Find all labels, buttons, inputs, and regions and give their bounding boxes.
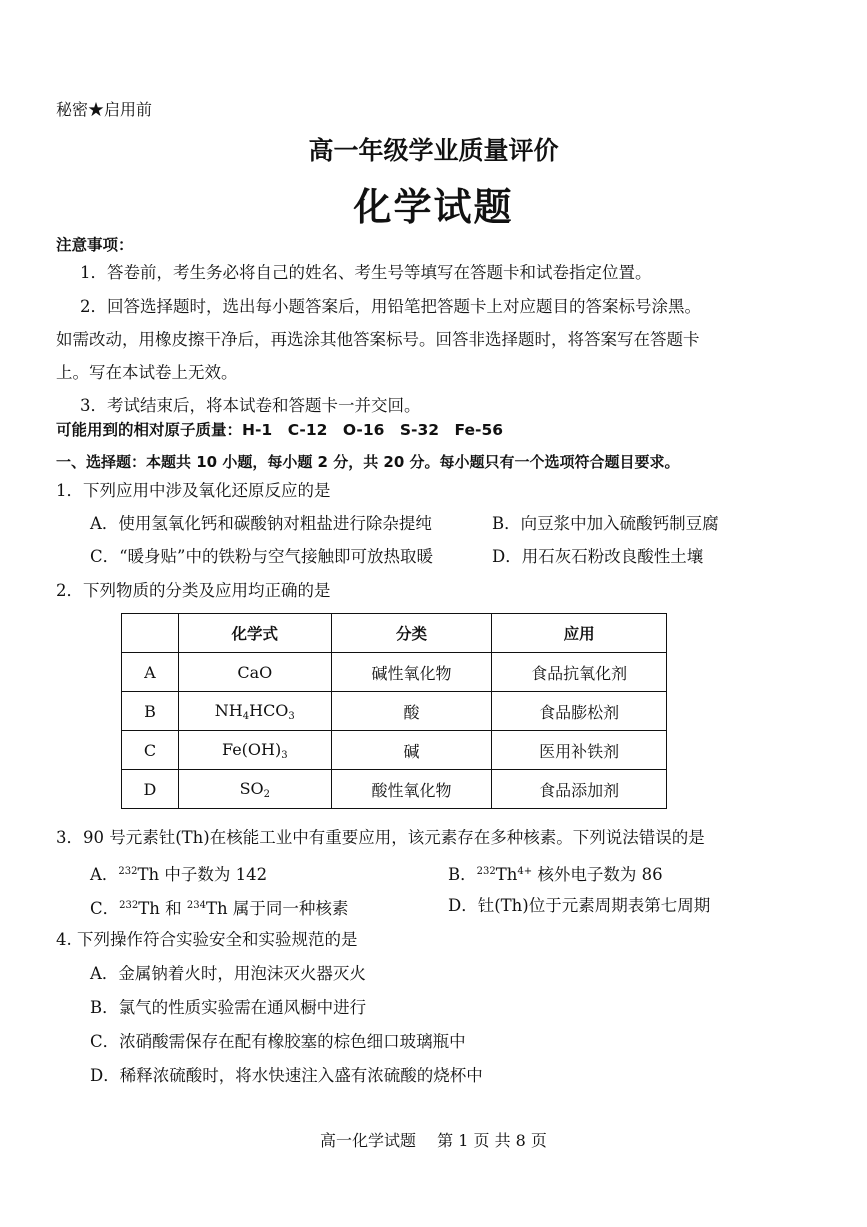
- formula-cell: CaO: [178, 653, 331, 692]
- table-row: [122, 770, 667, 809]
- question-4-option-a: A．金属钠着火时，用泡沫灭火器灭火: [90, 964, 366, 983]
- option-prefix: B．: [448, 865, 477, 884]
- formula-cell: [178, 770, 331, 809]
- formula-subscript: 2: [263, 788, 271, 800]
- question-1-option-d: D．用石灰石粉改良酸性土壤: [492, 547, 704, 566]
- notice-item-3: 3．考试结束后，将本试卷和答题卡一并交回。: [80, 396, 421, 415]
- class-cell: 碱: [331, 731, 492, 770]
- question-2-stem: 2．下列物质的分类及应用均正确的是: [56, 581, 331, 600]
- table-header-cell: [122, 614, 179, 653]
- option-prefix: C．: [90, 899, 120, 918]
- question-4-option-c: C．浓硝酸需保存在配有橡胶塞的棕色细口玻璃瓶中: [90, 1032, 466, 1051]
- formula-subscript: 3: [281, 749, 288, 761]
- formula-part: NH: [214, 700, 243, 720]
- question-1-stem: 1．下列应用中涉及氧化还原反应的是: [56, 481, 331, 500]
- question-3-option-d: D．钍(Th)位于元素周期表第七周期: [448, 896, 711, 915]
- use-cell: 食品膨松剂: [492, 692, 667, 731]
- mass-number: 232: [119, 900, 139, 911]
- row-label: A: [122, 653, 179, 692]
- option-text: Th 和: [138, 899, 187, 918]
- option-text: Th 中子数为 142: [137, 865, 268, 884]
- question-1-option-c: C．“暖身贴”中的铁粉与空气接触即可放热取暖: [90, 547, 433, 566]
- page-footer: 高一化学试题 第 1 页 共 8 页: [320, 1131, 547, 1150]
- question-4-stem: 4. 下列操作符合实验安全和实验规范的是: [56, 930, 358, 949]
- formula-cell: [178, 731, 331, 770]
- mass-number: 232: [476, 866, 496, 877]
- question-3-stem: 3．90 号元素钍(Th)在核能工业中有重要应用，该元素存在多种核素。下列说法错误的是: [56, 828, 705, 847]
- question-3-option-b: [448, 862, 663, 885]
- element-symbol: Th: [495, 865, 518, 884]
- formula-subscript: 3: [288, 710, 295, 722]
- exam-title: 高一年级学业质量评价: [308, 136, 559, 165]
- table-row: [122, 731, 667, 770]
- notice-item-1: 1．答卷前，考生务必将自己的姓名、考生号等填写在答题卡和试卷指定位置。: [80, 263, 652, 282]
- mass-number: 234: [186, 900, 206, 911]
- atomic-mass-line: 可能用到的相对原子质量：H-1 C-12 O-16 S-32 Fe-56: [56, 421, 504, 439]
- question-2-table: [121, 613, 667, 809]
- use-cell: 医用补铁剂: [492, 731, 667, 770]
- notice-item-2-line-1: 2．回答选择题时，选出每小题答案后，用铅笔把答题卡上对应题目的答案标号涂黑。: [80, 297, 701, 316]
- row-label: C: [122, 731, 179, 770]
- table-header-cell: 分类: [331, 614, 492, 653]
- table-row: [122, 653, 667, 692]
- formula-part: HCO: [249, 700, 289, 720]
- table-header-cell: 化学式: [178, 614, 331, 653]
- notice-heading: 注意事项：: [56, 236, 134, 254]
- row-label: D: [122, 770, 179, 809]
- notice-item-2-line-3: 上。写在本试卷上无效。: [56, 363, 238, 382]
- question-4-option-b: B．氯气的性质实验需在通风橱中进行: [90, 998, 367, 1017]
- option-text: 核外电子数为 86: [532, 865, 663, 884]
- use-cell: 食品抗氧化剂: [492, 653, 667, 692]
- option-text: Th 属于同一种核素: [205, 899, 349, 918]
- class-cell: 酸: [331, 692, 492, 731]
- ion-charge: 4+: [517, 866, 533, 877]
- table-header-cell: 应用: [492, 614, 667, 653]
- table-header-row: [122, 614, 667, 653]
- question-1-option-a: A．使用氢氧化钙和碳酸钠对粗盐进行除杂提纯: [90, 514, 432, 533]
- row-label: B: [122, 692, 179, 731]
- confidential-mark: 秘密★启用前: [56, 100, 153, 119]
- question-1-option-b: B．向豆浆中加入硫酸钙制豆腐: [492, 514, 719, 533]
- class-cell: 碱性氧化物: [331, 653, 492, 692]
- notice-item-2-line-2: 如需改动，用橡皮擦干净后，再选涂其他答案标号。回答非选择题时，将答案写在答题卡: [56, 330, 700, 349]
- question-3-option-a: [90, 862, 267, 885]
- question-4-option-d: D．稀释浓硫酸时，将水快速注入盛有浓硫酸的烧杯中: [90, 1066, 483, 1085]
- formula-part: Fe(OH): [221, 739, 282, 759]
- formula-cell: [178, 692, 331, 731]
- class-cell: 酸性氧化物: [331, 770, 492, 809]
- formula-subscript: 4: [242, 710, 250, 722]
- table-row: [122, 692, 667, 731]
- subject-title: 化学试题: [353, 185, 514, 229]
- formula-part: SO: [239, 778, 264, 798]
- use-cell: 食品添加剂: [492, 770, 667, 809]
- option-prefix: A．: [90, 865, 119, 884]
- mass-number: 232: [118, 866, 138, 877]
- section-1-heading: 一、选择题：本题共 10 小题，每小题 2 分，共 20 分。每小题只有一个选项符合题目要求。: [56, 453, 680, 471]
- question-3-option-c: [90, 896, 348, 919]
